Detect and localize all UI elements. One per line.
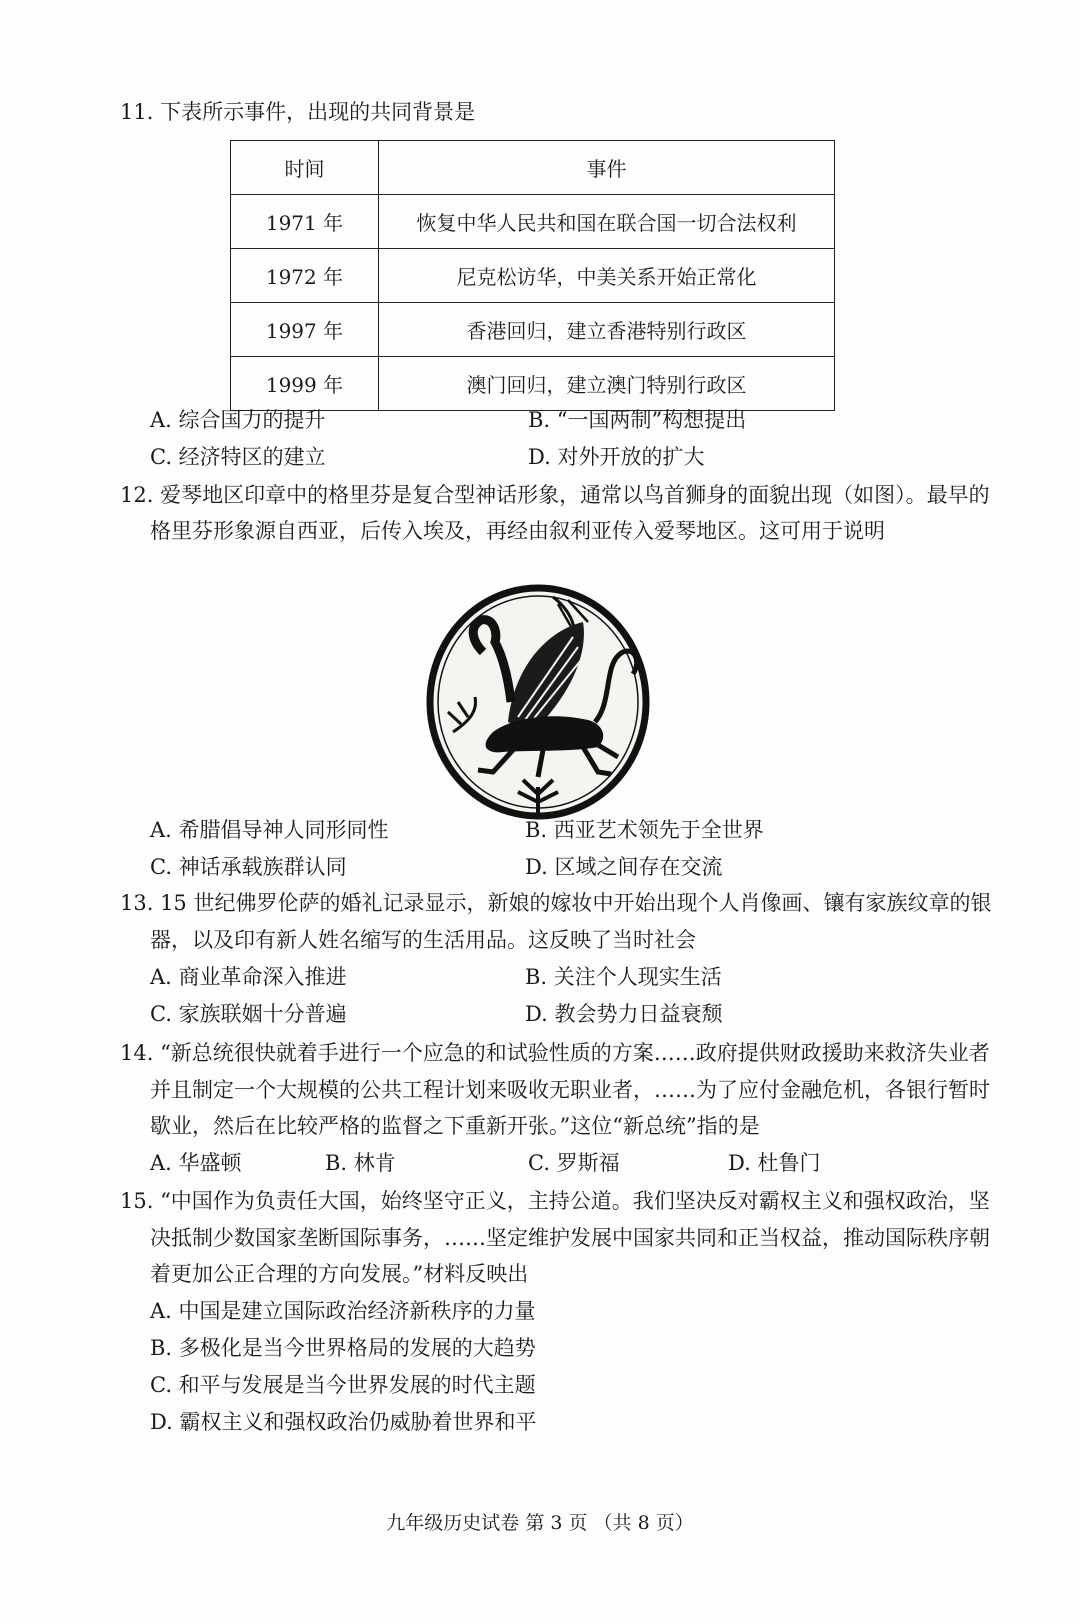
table-cell-event: 澳门回归，建立澳门特别行政区 xyxy=(379,357,835,411)
table-row xyxy=(231,249,835,303)
q12-option-a: A. 希腊倡导神人同形同性 xyxy=(150,818,389,842)
table-header-event: 事件 xyxy=(379,141,835,195)
table-header-row xyxy=(231,141,835,195)
table-row xyxy=(231,195,835,249)
q11-stem: 11. 下表所示事件，出现的共同背景是 xyxy=(120,100,476,124)
q11-events-table xyxy=(230,140,835,411)
q14-option-a: A. 华盛顿 xyxy=(150,1151,242,1175)
table-cell-year: 1972 年 xyxy=(231,249,379,303)
table-header-time: 时间 xyxy=(231,141,379,195)
table-cell-event: 恢复中华人民共和国在联合国一切合法权利 xyxy=(379,195,835,249)
table-cell-year: 1971 年 xyxy=(231,195,379,249)
q14-stem-line1: 14. “新总统很快就着手进行一个应急的和试验性质的方案……政府提供财政援助来救济失业者 xyxy=(120,1041,990,1065)
q15-stem-line3: 着更加公正合理的方向发展。”材料反映出 xyxy=(150,1262,529,1286)
q15-stem-line2: 决抵制少数国家垄断国际事务，……坚定维护发展中国家共同和正当权益，推动国际秩序朝 xyxy=(150,1226,990,1250)
q13-option-b: B. 关注个人现实生活 xyxy=(525,965,722,989)
griffin-seal-image xyxy=(423,582,653,822)
q12-stem-line1: 12. 爱琴地区印章中的格里芬是复合型神话形象，通常以鸟首狮身的面貌出现（如图）。最早的 xyxy=(120,483,990,507)
q15-option-c: C. 和平与发展是当今世界发展的时代主题 xyxy=(150,1373,536,1397)
q11-option-b: B. “一国两制”构想提出 xyxy=(528,408,747,432)
q14-option-d: D. 杜鲁门 xyxy=(728,1151,821,1175)
table-row xyxy=(231,357,835,411)
q13-stem-line1: 13. 15 世纪佛罗伦萨的婚礼记录显示，新娘的嫁妆中开始出现个人肖像画、镶有家族纹章的银 xyxy=(120,891,992,915)
q15-stem-line1: 15. “中国作为负责任大国，始终坚守正义，主持公道。我们坚决反对霸权主义和强权政治，坚 xyxy=(120,1189,990,1213)
table-cell-year: 1999 年 xyxy=(231,357,379,411)
q15-option-b: B. 多极化是当今世界格局的发展的大趋势 xyxy=(150,1336,536,1360)
q12-option-d: D. 区域之间存在交流 xyxy=(525,855,723,879)
q14-option-c: C. 罗斯福 xyxy=(528,1151,620,1175)
q14-stem-line2: 并且制定一个大规模的公共工程计划来吸收无职业者，……为了应付金融危机，各银行暂时 xyxy=(150,1078,990,1102)
page-footer: 九年级历史试卷 第 3 页 （共 8 页） xyxy=(386,1512,694,1534)
q11-option-d: D. 对外开放的扩大 xyxy=(528,445,705,469)
table-cell-event: 尼克松访华，中美关系开始正常化 xyxy=(379,249,835,303)
q13-option-c: C. 家族联姻十分普遍 xyxy=(150,1002,347,1026)
table-cell-event: 香港回归，建立香港特别行政区 xyxy=(379,303,835,357)
table-cell-year: 1997 年 xyxy=(231,303,379,357)
q13-stem-line2: 器，以及印有新人姓名缩写的生活用品。这反映了当时社会 xyxy=(150,928,696,952)
q15-option-a: A. 中国是建立国际政治经济新秩序的力量 xyxy=(150,1299,536,1323)
q11-option-a: A. 综合国力的提升 xyxy=(150,408,326,432)
q14-option-b: B. 林肯 xyxy=(325,1151,396,1175)
q13-option-a: A. 商业革命深入推进 xyxy=(150,965,347,989)
q12-stem-line2: 格里芬形象源自西亚，后传入埃及，再经由叙利亚传入爱琴地区。这可用于说明 xyxy=(150,519,885,543)
q12-option-b: B. 西亚艺术领先于全世界 xyxy=(525,818,764,842)
q14-stem-line3: 歇业，然后在比较严格的监督之下重新开张。”这位“新总统”指的是 xyxy=(150,1114,760,1138)
q15-option-d: D. 霸权主义和强权政治仍威胁着世界和平 xyxy=(150,1410,537,1434)
q13-option-d: D. 教会势力日益衰颓 xyxy=(525,1002,723,1026)
q12-option-c: C. 神话承载族群认同 xyxy=(150,855,347,879)
q11-option-c: C. 经济特区的建立 xyxy=(150,445,326,469)
table-row xyxy=(231,303,835,357)
